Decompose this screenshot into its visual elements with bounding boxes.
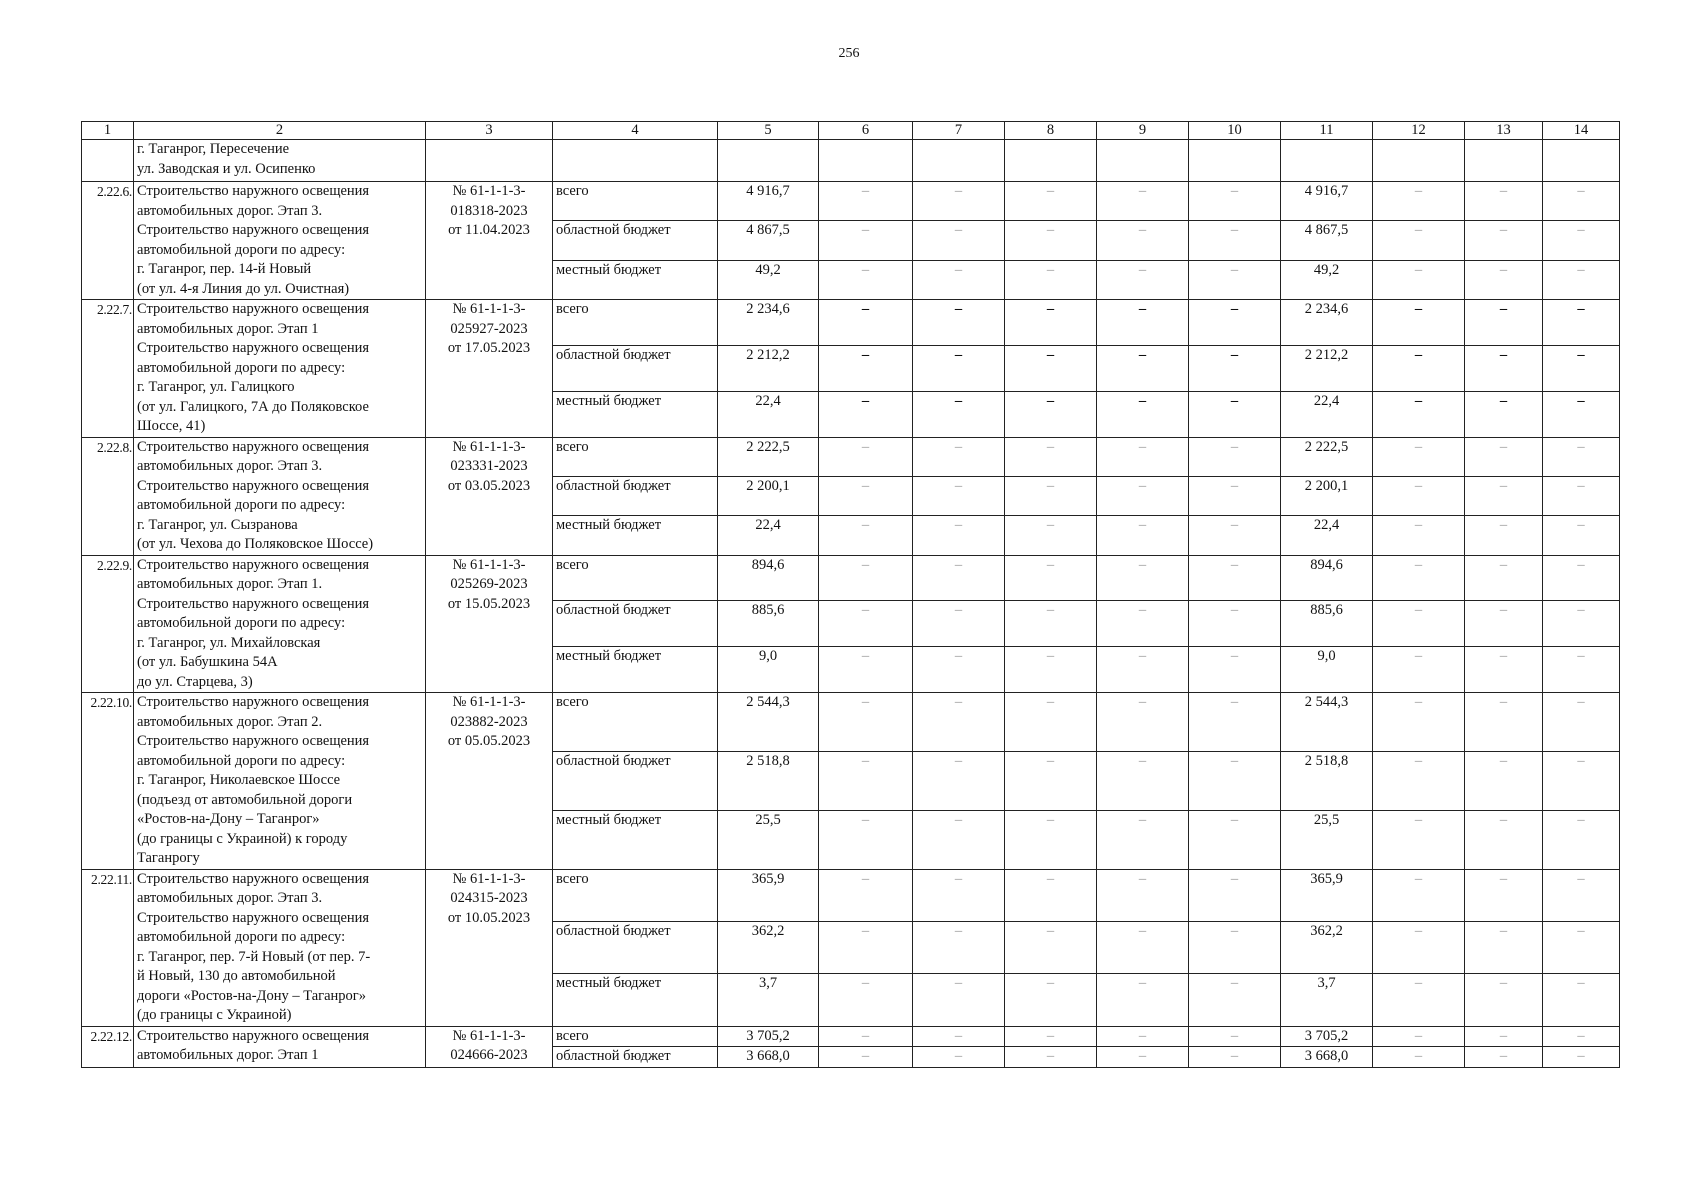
empty-value-dash: –	[1465, 751, 1543, 810]
amount-col-11: 885,6	[1281, 601, 1373, 647]
empty-value-dash: –	[1005, 869, 1097, 921]
empty-value-dash: –	[913, 869, 1005, 921]
empty-value-dash: –	[913, 601, 1005, 647]
empty-value-dash: –	[1005, 751, 1097, 810]
empty-value-dash: –	[1097, 601, 1189, 647]
empty-value-dash: –	[1189, 476, 1281, 515]
empty-value-dash: –	[1189, 921, 1281, 973]
empty-value-dash: –	[913, 182, 1005, 221]
empty-value-dash: –	[1543, 601, 1620, 647]
amount-total: 365,9	[718, 869, 819, 921]
empty-value-dash: –	[1465, 516, 1543, 555]
amount-col-11: 894,6	[1281, 555, 1373, 601]
amount-col-11: 22,4	[1281, 516, 1373, 555]
funding-source: всего	[553, 869, 718, 921]
empty-value-dash: –	[819, 693, 913, 752]
column-number: 12	[1373, 122, 1465, 140]
row-number: 2.22.6.	[82, 182, 134, 300]
empty-value-dash: –	[1465, 869, 1543, 921]
table-row	[82, 693, 1620, 752]
empty-value-dash: –	[1189, 693, 1281, 752]
column-number: 1	[82, 122, 134, 140]
empty-value-dash: –	[1097, 869, 1189, 921]
empty-value-dash: –	[1097, 516, 1189, 555]
empty-value-dash: –	[1097, 555, 1189, 601]
empty-value-dash: –	[1005, 260, 1097, 299]
permit-number: № 61-1-1-3- 024666-2023	[426, 1026, 553, 1067]
amount-total: 894,6	[718, 555, 819, 601]
empty-value-dash: –	[819, 391, 913, 437]
empty-value-dash: –	[1373, 921, 1465, 973]
empty-value-dash: –	[1189, 182, 1281, 221]
empty-value-dash: –	[819, 300, 913, 346]
amount-total: 4 867,5	[718, 221, 819, 260]
empty-value-dash: –	[819, 751, 913, 810]
object-description: Строительство наружного освещения автомобильных дорог. Этап 1 Строительство наружного освещения автомобильной дороги по адресу: г. Таганрог, ул. Галицкого (от ул. Галицкого, 7А до Поляковское Шоссе, 41)	[134, 300, 426, 438]
amount-col-11: 3 705,2	[1281, 1026, 1373, 1047]
amount-col-11: 2 544,3	[1281, 693, 1373, 752]
empty-value-dash: –	[1005, 221, 1097, 260]
empty-value-dash: –	[1189, 345, 1281, 391]
empty-value-dash: –	[819, 516, 913, 555]
empty-value-dash: –	[1097, 693, 1189, 752]
page-number: 256	[838, 46, 860, 61]
table-row	[82, 437, 1620, 476]
funding-source: всего	[553, 693, 718, 752]
empty-value-dash: –	[1543, 260, 1620, 299]
empty-value-dash: –	[1373, 810, 1465, 869]
empty-value-dash: –	[913, 810, 1005, 869]
empty-value-dash: –	[1189, 810, 1281, 869]
funding-source: всего	[553, 1026, 718, 1047]
amount-total: 4 916,7	[718, 182, 819, 221]
empty-value-dash: –	[1005, 476, 1097, 515]
empty-value-dash: –	[1373, 1047, 1465, 1068]
empty-value-dash: –	[1373, 437, 1465, 476]
amount-col-11: 2 212,2	[1281, 345, 1373, 391]
empty-value-dash: –	[1465, 437, 1543, 476]
object-description: Строительство наружного освещения автомобильных дорог. Этап 3. Строительство наружного освещения автомобильной дороги по адресу: г. Таганрог, ул. Сызранова (от ул. Чехова до Поляковское Шоссе)	[134, 437, 426, 555]
empty-value-dash: –	[913, 1047, 1005, 1068]
permit-number: № 61-1-1-3- 018318-2023 от 11.04.2023	[426, 182, 553, 300]
empty-value-dash: –	[819, 601, 913, 647]
empty-value-dash: –	[1465, 182, 1543, 221]
funding-source: всего	[553, 182, 718, 221]
empty-value-dash: –	[1465, 300, 1543, 346]
permit-number: № 61-1-1-3- 025269-2023 от 15.05.2023	[426, 555, 553, 693]
empty-value-dash: –	[1005, 182, 1097, 221]
amount-total: 362,2	[718, 921, 819, 973]
empty-value-dash: –	[1465, 391, 1543, 437]
amount-total: 885,6	[718, 601, 819, 647]
permit-number: № 61-1-1-3- 023331-2023 от 03.05.2023	[426, 437, 553, 555]
empty-value-dash: –	[1543, 921, 1620, 973]
amount-col-11: 362,2	[1281, 921, 1373, 973]
amount-col-11: 2 518,8	[1281, 751, 1373, 810]
permit-number: № 61-1-1-3- 024315-2023 от 10.05.2023	[426, 869, 553, 1026]
table-row	[82, 869, 1620, 921]
amount-col-11: 2 222,5	[1281, 437, 1373, 476]
empty-value-dash: –	[1005, 921, 1097, 973]
empty-value-dash: –	[1465, 647, 1543, 693]
permit-number: № 61-1-1-3- 025927-2023 от 17.05.2023	[426, 300, 553, 438]
empty-value-dash: –	[1189, 1026, 1281, 1047]
empty-value-dash: –	[1373, 869, 1465, 921]
empty-value-dash: –	[1373, 647, 1465, 693]
empty-value-dash: –	[1189, 221, 1281, 260]
permit-number: № 61-1-1-3- 023882-2023 от 05.05.2023	[426, 693, 553, 870]
empty-value-dash: –	[913, 476, 1005, 515]
amount-col-11: 3,7	[1281, 974, 1373, 1026]
amount-col-11: 4 916,7	[1281, 182, 1373, 221]
empty-value-dash: –	[1189, 869, 1281, 921]
empty-value-dash: –	[1465, 221, 1543, 260]
column-number: 2	[134, 122, 426, 140]
column-number: 4	[553, 122, 718, 140]
empty-value-dash: –	[1543, 555, 1620, 601]
empty-value-dash: –	[1543, 810, 1620, 869]
amount-col-11: 9,0	[1281, 647, 1373, 693]
empty-value-dash: –	[1373, 345, 1465, 391]
empty-value-dash: –	[1465, 345, 1543, 391]
row-number: 2.22.7.	[82, 300, 134, 438]
amount-total: 2 200,1	[718, 476, 819, 515]
amount-total: 49,2	[718, 260, 819, 299]
funding-source: местный бюджет	[553, 974, 718, 1026]
empty-value-dash: –	[1097, 260, 1189, 299]
empty-value-dash: –	[1005, 437, 1097, 476]
row-number: 2.22.8.	[82, 437, 134, 555]
empty-value-dash: –	[1097, 437, 1189, 476]
empty-value-dash: –	[819, 182, 913, 221]
funding-source: областной бюджет	[553, 221, 718, 260]
row-number: 2.22.12.	[82, 1026, 134, 1067]
empty-value-dash: –	[1005, 300, 1097, 346]
empty-value-dash: –	[1373, 391, 1465, 437]
object-description: Строительство наружного освещения автомобильных дорог. Этап 3. Строительство наружного освещения автомобильной дороги по адресу: г. Таганрог, пер. 7-й Новый (от пер. 7- й Новый, 130 до автомобильной дороги «Ростов-на-Дону – Таганрог» (до границы с Украиной)	[134, 869, 426, 1026]
empty-value-dash: –	[1005, 555, 1097, 601]
empty-value-dash: –	[1543, 647, 1620, 693]
empty-value-dash: –	[913, 974, 1005, 1026]
empty-value-dash: –	[1465, 476, 1543, 515]
empty-value-dash: –	[913, 921, 1005, 973]
empty-value-dash: –	[1189, 601, 1281, 647]
empty-value-dash: –	[1097, 476, 1189, 515]
empty-value-dash: –	[1373, 221, 1465, 260]
empty-value-dash: –	[1373, 182, 1465, 221]
empty-value-dash: –	[819, 345, 913, 391]
empty-value-dash: –	[1465, 974, 1543, 1026]
empty-value-dash: –	[1189, 751, 1281, 810]
table-row	[82, 182, 1620, 221]
funding-source: областной бюджет	[553, 921, 718, 973]
funding-source: областной бюджет	[553, 476, 718, 515]
amount-total: 25,5	[718, 810, 819, 869]
empty-value-dash: –	[1189, 300, 1281, 346]
empty-value-dash: –	[913, 693, 1005, 752]
funding-source: областной бюджет	[553, 1047, 718, 1068]
object-description: Строительство наружного освещения автомобильных дорог. Этап 1	[134, 1026, 426, 1067]
empty-value-dash: –	[1005, 516, 1097, 555]
empty-value-dash: –	[1005, 693, 1097, 752]
object-description: Строительство наружного освещения автомобильных дорог. Этап 1. Строительство наружного освещения автомобильной дороги по адресу: г. Таганрог, ул. Михайловская (от ул. Бабушкина 54А до ул. Старцева, 3)	[134, 555, 426, 693]
empty-value-dash: –	[819, 810, 913, 869]
empty-value-dash: –	[913, 555, 1005, 601]
empty-value-dash: –	[913, 751, 1005, 810]
amount-total: 3 668,0	[718, 1047, 819, 1068]
budget-table	[81, 121, 1620, 1068]
empty-value-dash: –	[913, 345, 1005, 391]
column-number: 5	[718, 122, 819, 140]
empty-value-dash: –	[1465, 810, 1543, 869]
empty-value-dash: –	[819, 647, 913, 693]
column-number: 7	[913, 122, 1005, 140]
empty-value-dash: –	[913, 391, 1005, 437]
empty-value-dash: –	[1465, 601, 1543, 647]
empty-value-dash: –	[1097, 300, 1189, 346]
empty-value-dash: –	[1005, 647, 1097, 693]
empty-value-dash: –	[1543, 1026, 1620, 1047]
empty-value-dash: –	[1189, 555, 1281, 601]
row-number: 2.22.9.	[82, 555, 134, 693]
funding-source: областной бюджет	[553, 751, 718, 810]
funding-source: местный бюджет	[553, 260, 718, 299]
empty-value-dash: –	[1097, 182, 1189, 221]
column-number: 13	[1465, 122, 1543, 140]
empty-value-dash: –	[1189, 391, 1281, 437]
empty-value-dash: –	[1543, 345, 1620, 391]
empty-value-dash: –	[1189, 437, 1281, 476]
empty-value-dash: –	[913, 260, 1005, 299]
empty-value-dash: –	[1005, 810, 1097, 869]
empty-value-dash: –	[1543, 221, 1620, 260]
amount-col-11: 3 668,0	[1281, 1047, 1373, 1068]
empty-value-dash: –	[1543, 437, 1620, 476]
column-number: 14	[1543, 122, 1620, 140]
empty-value-dash: –	[1373, 601, 1465, 647]
empty-value-dash: –	[1189, 260, 1281, 299]
amount-col-11: 4 867,5	[1281, 221, 1373, 260]
amount-total: 9,0	[718, 647, 819, 693]
amount-total: 2 544,3	[718, 693, 819, 752]
empty-value-dash: –	[1543, 476, 1620, 515]
column-number: 6	[819, 122, 913, 140]
amount-total: 3 705,2	[718, 1026, 819, 1047]
amount-total: 2 518,8	[718, 751, 819, 810]
empty-value-dash: –	[1465, 260, 1543, 299]
column-number: 3	[426, 122, 553, 140]
empty-value-dash: –	[1543, 516, 1620, 555]
funding-source: местный бюджет	[553, 810, 718, 869]
empty-value-dash: –	[1373, 516, 1465, 555]
table-row	[82, 555, 1620, 601]
empty-value-dash: –	[913, 647, 1005, 693]
empty-value-dash: –	[1465, 555, 1543, 601]
empty-value-dash: –	[1543, 391, 1620, 437]
empty-value-dash: –	[1373, 476, 1465, 515]
funding-source: областной бюджет	[553, 601, 718, 647]
empty-value-dash: –	[1373, 300, 1465, 346]
amount-col-11: 2 200,1	[1281, 476, 1373, 515]
empty-value-dash: –	[1465, 921, 1543, 973]
empty-value-dash: –	[819, 476, 913, 515]
empty-value-dash: –	[1373, 1026, 1465, 1047]
table-row	[82, 1026, 1620, 1047]
empty-value-dash: –	[819, 555, 913, 601]
empty-value-dash: –	[1097, 974, 1189, 1026]
empty-value-dash: –	[913, 437, 1005, 476]
empty-value-dash: –	[1543, 300, 1620, 346]
empty-value-dash: –	[1543, 869, 1620, 921]
empty-value-dash: –	[1097, 221, 1189, 260]
amount-total: 2 222,5	[718, 437, 819, 476]
empty-value-dash: –	[1543, 693, 1620, 752]
funding-source: всего	[553, 555, 718, 601]
amount-total: 2 234,6	[718, 300, 819, 346]
continuation-row	[82, 140, 1620, 182]
amount-total: 2 212,2	[718, 345, 819, 391]
empty-value-dash: –	[1189, 647, 1281, 693]
funding-source: местный бюджет	[553, 391, 718, 437]
amount-col-11: 25,5	[1281, 810, 1373, 869]
funding-source: местный бюджет	[553, 647, 718, 693]
empty-value-dash: –	[1465, 1047, 1543, 1068]
amount-col-11: 49,2	[1281, 260, 1373, 299]
amount-col-11: 365,9	[1281, 869, 1373, 921]
empty-value-dash: –	[819, 921, 913, 973]
empty-value-dash: –	[1189, 516, 1281, 555]
amount-total: 3,7	[718, 974, 819, 1026]
object-description: Строительство наружного освещения автомобильных дорог. Этап 2. Строительство наружного освещения автомобильной дороги по адресу: г. Таганрог, Николаевское Шоссе (подъезд от автомобильной дороги «Ростов-на-Дону – Таганрог» (до границы с Украиной) к городу Таганрогу	[134, 693, 426, 870]
continuation-num-cell	[82, 140, 134, 182]
column-number: 11	[1281, 122, 1373, 140]
empty-value-dash: –	[913, 1026, 1005, 1047]
column-number: 9	[1097, 122, 1189, 140]
empty-value-dash: –	[913, 221, 1005, 260]
empty-value-dash: –	[819, 1047, 913, 1068]
empty-value-dash: –	[1097, 1047, 1189, 1068]
table-row	[82, 300, 1620, 346]
empty-value-dash: –	[913, 300, 1005, 346]
funding-source: местный бюджет	[553, 516, 718, 555]
empty-value-dash: –	[819, 869, 913, 921]
funding-source: всего	[553, 437, 718, 476]
empty-value-dash: –	[1373, 751, 1465, 810]
empty-value-dash: –	[819, 221, 913, 260]
empty-value-dash: –	[1005, 345, 1097, 391]
empty-value-dash: –	[1097, 345, 1189, 391]
empty-value-dash: –	[1005, 391, 1097, 437]
empty-value-dash: –	[1373, 974, 1465, 1026]
amount-total: 22,4	[718, 391, 819, 437]
empty-value-dash: –	[1189, 974, 1281, 1026]
empty-value-dash: –	[1097, 921, 1189, 973]
row-number: 2.22.11.	[82, 869, 134, 1026]
funding-source: всего	[553, 300, 718, 346]
empty-value-dash: –	[1005, 1047, 1097, 1068]
empty-value-dash: –	[1097, 751, 1189, 810]
empty-value-dash: –	[1543, 182, 1620, 221]
empty-value-dash: –	[819, 260, 913, 299]
empty-value-dash: –	[1097, 391, 1189, 437]
empty-value-dash: –	[1097, 647, 1189, 693]
continuation-object-cell: г. Таганрог, Пересечение ул. Заводская и ул. Осипенко	[134, 140, 426, 182]
empty-value-dash: –	[1373, 555, 1465, 601]
empty-value-dash: –	[1465, 1026, 1543, 1047]
empty-value-dash: –	[1543, 751, 1620, 810]
empty-value-dash: –	[1543, 974, 1620, 1026]
empty-value-dash: –	[1005, 601, 1097, 647]
column-number-row	[82, 122, 1620, 140]
empty-value-dash: –	[1005, 1026, 1097, 1047]
empty-value-dash: –	[1465, 693, 1543, 752]
empty-value-dash: –	[1373, 693, 1465, 752]
empty-value-dash: –	[819, 437, 913, 476]
empty-value-dash: –	[1543, 1047, 1620, 1068]
empty-value-dash: –	[913, 516, 1005, 555]
column-number: 10	[1189, 122, 1281, 140]
column-number: 8	[1005, 122, 1097, 140]
empty-value-dash: –	[1005, 974, 1097, 1026]
empty-value-dash: –	[1097, 810, 1189, 869]
empty-value-dash: –	[1189, 1047, 1281, 1068]
empty-value-dash: –	[819, 974, 913, 1026]
empty-value-dash: –	[1097, 1026, 1189, 1047]
amount-total: 22,4	[718, 516, 819, 555]
row-number: 2.22.10.	[82, 693, 134, 870]
empty-value-dash: –	[1373, 260, 1465, 299]
object-description: Строительство наружного освещения автомобильных дорог. Этап 3. Строительство наружного освещения автомобильной дороги по адресу: г. Таганрог, пер. 14-й Новый (от ул. 4-я Линия до ул. Очистная)	[134, 182, 426, 300]
empty-value-dash: –	[819, 1026, 913, 1047]
amount-col-11: 22,4	[1281, 391, 1373, 437]
amount-col-11: 2 234,6	[1281, 300, 1373, 346]
funding-source: областной бюджет	[553, 345, 718, 391]
